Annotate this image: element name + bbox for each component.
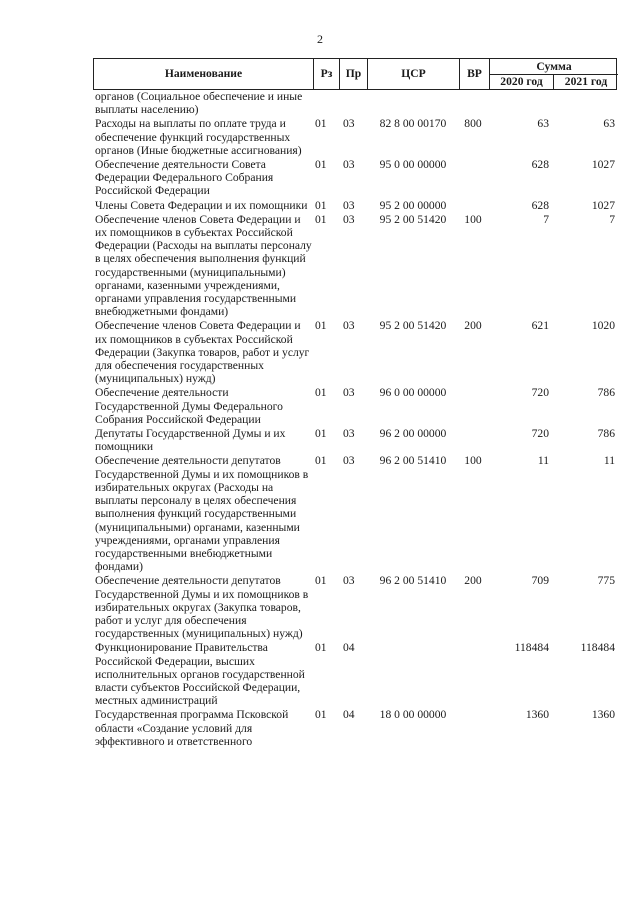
row-sum-2021: 63 bbox=[603, 117, 615, 131]
row-rz: 01 bbox=[315, 198, 327, 212]
row-pr: 03 bbox=[343, 427, 355, 441]
table-row bbox=[93, 158, 617, 198]
row-name: Обеспечение деятельности депутатов Государственной Думы и их помощников в избирательных округах (Закупка товаров, работ и услуг для обеспечения государственных (муниципальных) нужд) bbox=[95, 574, 309, 641]
row-name: Государственная программа Псковской области «Создание условий для эффективного и ответственного bbox=[95, 708, 289, 748]
page-number: 2 bbox=[317, 32, 323, 46]
row-rz: 01 bbox=[315, 212, 327, 226]
header-name: Наименование bbox=[94, 59, 314, 89]
row-sum-2021: 786 bbox=[597, 386, 615, 400]
row-sum-2021: 11 bbox=[603, 454, 615, 468]
row-csr: 95 2 00 51420 bbox=[379, 319, 447, 333]
row-rz: 01 bbox=[315, 427, 327, 441]
row-sum-2021: 775 bbox=[597, 574, 615, 588]
row-pr: 03 bbox=[343, 117, 355, 131]
row-sum-2021: 1027 bbox=[591, 158, 615, 172]
table-row bbox=[93, 117, 617, 157]
row-rz: 01 bbox=[315, 708, 327, 722]
table-row bbox=[93, 90, 617, 116]
row-rz: 01 bbox=[315, 574, 327, 588]
row-name: Депутаты Государственной Думы и их помощники bbox=[95, 427, 286, 454]
row-sum-2021: 118484 bbox=[580, 641, 615, 655]
row-name: органов (Социальное обеспечение и иные выплаты населению) bbox=[95, 90, 303, 117]
header-vr: ВР bbox=[460, 59, 490, 89]
row-vr: 800 bbox=[464, 117, 482, 131]
header-year-2021: 2021 год bbox=[564, 75, 608, 88]
table-header bbox=[93, 58, 617, 90]
row-csr: 95 2 00 51420 bbox=[379, 212, 447, 226]
row-vr: 100 bbox=[464, 454, 482, 468]
header-year-2020: 2020 год bbox=[490, 74, 554, 89]
row-pr: 04 bbox=[343, 708, 355, 722]
table-row bbox=[93, 454, 617, 573]
row-sum-2020: 118484 bbox=[514, 641, 549, 655]
row-rz: 01 bbox=[315, 386, 327, 400]
row-rz: 01 bbox=[315, 454, 327, 468]
row-csr: 18 0 00 00000 bbox=[379, 708, 447, 722]
row-pr: 03 bbox=[343, 454, 355, 468]
row-sum-2020: 7 bbox=[543, 212, 549, 226]
row-sum-2020: 720 bbox=[531, 386, 549, 400]
header-rz: Рз bbox=[314, 59, 340, 89]
row-sum-2020: 63 bbox=[537, 117, 549, 131]
row-name: Члены Совета Федерации и их помощники bbox=[95, 198, 308, 212]
row-name: Обеспечение деятельности депутатов Государственной Думы и их помощников в избирательных округах (Расходы на выплаты персоналу в целях обеспечения выполнения функций государственными (муниципальными) органами, казенными учреждениями, органами управления государственными внебюджетными фондами) bbox=[95, 454, 309, 574]
row-rz: 01 bbox=[315, 319, 327, 333]
row-vr: 200 bbox=[464, 319, 482, 333]
row-vr: 200 bbox=[464, 574, 482, 588]
row-csr: 96 0 00 00000 bbox=[379, 386, 447, 400]
table-row bbox=[93, 386, 617, 426]
row-sum-2021: 1360 bbox=[591, 708, 615, 722]
row-csr: 95 2 00 00000 bbox=[379, 198, 447, 212]
row-sum-2021: 786 bbox=[597, 427, 615, 441]
row-pr: 03 bbox=[343, 574, 355, 588]
row-pr: 03 bbox=[343, 319, 355, 333]
table-row bbox=[93, 427, 617, 453]
row-rz: 01 bbox=[315, 158, 327, 172]
row-sum-2020: 628 bbox=[531, 158, 549, 172]
row-sum-2020: 709 bbox=[531, 574, 549, 588]
table-row bbox=[93, 319, 617, 385]
row-pr: 03 bbox=[343, 158, 355, 172]
row-sum-2021: 1020 bbox=[591, 319, 615, 333]
row-sum-2021: 7 bbox=[609, 212, 615, 226]
row-pr: 03 bbox=[343, 198, 355, 212]
row-csr: 82 8 00 00170 bbox=[379, 117, 447, 131]
row-pr: 03 bbox=[343, 212, 355, 226]
row-name: Обеспечение деятельности Совета Федерации Федерального Собрания Российской Федерации bbox=[95, 158, 274, 198]
row-name: Обеспечение членов Совета Федерации и их помощников в субъектах Российской Федерации (Расходы на выплаты персоналу в целях обеспечения выполнения функций государственными (муниципальными) органами, казенными учреждениями, органами управления государственными внебюджетными фондами) bbox=[95, 212, 312, 319]
row-sum-2020: 621 bbox=[531, 319, 549, 333]
table-row bbox=[93, 574, 617, 640]
row-sum-2020: 628 bbox=[531, 198, 549, 212]
header-pr: Пр bbox=[340, 59, 368, 89]
row-csr: 96 2 00 00000 bbox=[379, 427, 447, 441]
header-sum-title: Сумма bbox=[490, 59, 618, 75]
table-body bbox=[93, 90, 617, 748]
row-sum-2020: 1360 bbox=[525, 708, 549, 722]
table-row bbox=[93, 199, 617, 212]
row-name: Обеспечение деятельности Государственной Думы Федерального Собрания Российской Федерации bbox=[95, 386, 283, 426]
row-pr: 04 bbox=[343, 641, 355, 655]
row-sum-2021: 1027 bbox=[591, 198, 615, 212]
row-csr: 95 0 00 00000 bbox=[379, 158, 447, 172]
table-row bbox=[93, 213, 617, 319]
row-vr: 100 bbox=[464, 212, 482, 226]
table-row bbox=[93, 641, 617, 707]
row-rz: 01 bbox=[315, 117, 327, 131]
row-name: Функционирование Правительства Российской Федерации, высших исполнительных органов государственной власти субъектов Российской Федерации, местных администраций bbox=[95, 641, 305, 708]
row-name: Обеспечение членов Совета Федерации и их помощников в субъектах Российской Федерации (Закупка товаров, работ и услуг для обеспечения государственных (муниципальных) нужд) bbox=[95, 319, 310, 386]
budget-table bbox=[93, 58, 617, 749]
row-pr: 03 bbox=[343, 386, 355, 400]
row-csr: 96 2 00 51410 bbox=[379, 574, 447, 588]
row-sum-2020: 11 bbox=[537, 454, 549, 468]
row-csr: 96 2 00 51410 bbox=[379, 454, 447, 468]
row-name: Расходы на выплаты по оплате труда и обеспечение функций государственных органов (Иные бюджетные ассигнования) bbox=[95, 117, 302, 157]
row-sum-2020: 720 bbox=[531, 427, 549, 441]
header-sum bbox=[490, 59, 618, 89]
table-row bbox=[93, 708, 617, 748]
header-csr: ЦСР bbox=[368, 59, 460, 89]
row-rz: 01 bbox=[315, 641, 327, 655]
